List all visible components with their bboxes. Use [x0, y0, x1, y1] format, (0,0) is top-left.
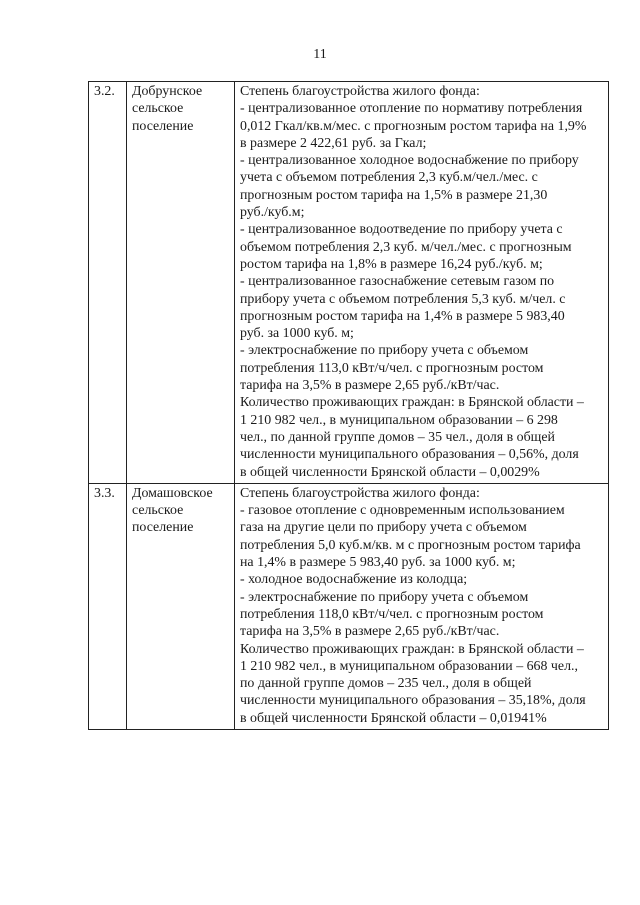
table-row	[89, 82, 609, 484]
description-line: - централизованное отопление по нормативу потребления	[240, 101, 583, 117]
description-line: в общей численности Брянской области – 0,01941%	[240, 710, 547, 726]
description-line: объемом потребления 2,3 куб. м/чел./мес. с прогнозным	[240, 239, 572, 255]
settlement-name-line: Добрунское	[132, 84, 203, 99]
page-number: 11	[313, 47, 327, 62]
description-line: - централизованное холодное водоснабжение по прибору	[240, 153, 579, 169]
description-line: прогнозным ростом тарифа на 1,5% в размере 21,30	[240, 187, 548, 203]
housing-data-table	[88, 81, 609, 730]
description-line: тарифа на 3,5% в размере 2,65 руб./кВт/час.	[240, 378, 500, 394]
settlement-name-line: Домашовское	[132, 485, 213, 501]
description-line: ростом тарифа на 1,8% в размере 16,24 руб./куб. м;	[240, 256, 543, 272]
description-line: в размере 2 422,61 руб. за Гкал;	[240, 135, 427, 151]
description-line: - электроснабжение по прибору учета с объемом	[240, 343, 529, 359]
table-row	[89, 483, 609, 729]
description-line: прогнозным ростом тарифа на 1,4% в размере 5 983,40	[240, 308, 565, 324]
row-number: 3.2.	[89, 82, 127, 484]
description-line: газа на другие цели по прибору учета с объемом	[240, 520, 527, 536]
description-line: тарифа на 3,5% в размере 2,65 руб./кВт/час.	[240, 624, 500, 640]
description-line: - централизованное водоотведение по прибору учета с	[240, 222, 563, 238]
description-line: на 1,4% в размере 5 983,40 руб. за 1000 куб. м;	[240, 555, 516, 571]
housing-description-cell	[235, 82, 609, 484]
description-line: - холодное водоснабжение из колодца;	[240, 572, 468, 588]
description-line: потребления 113,0 кВт/ч/чел. с прогнозным ростом	[240, 360, 544, 376]
table-body	[89, 82, 609, 730]
description-line: Степень благоустройства жилого фонда:	[240, 84, 480, 99]
description-line: численности муниципального образования – 0,56%, доля	[240, 447, 579, 463]
description-line: 1 210 982 чел., в муниципальном образовании – 6 298	[240, 412, 558, 428]
description-line: Количество проживающих граждан: в Брянской области –	[240, 641, 584, 657]
description-line: численности муниципального образования – 35,18%, доля	[240, 693, 586, 709]
settlement-name-line: поселение	[132, 520, 194, 536]
description-line: руб./куб.м;	[240, 205, 305, 221]
housing-description-cell	[235, 483, 609, 729]
description-line: руб. за 1000 куб. м;	[240, 326, 354, 342]
settlement-name-line: сельское	[132, 101, 184, 117]
description-line: 1 210 982 чел., в муниципальном образовании – 668 чел.,	[240, 658, 578, 674]
description-line: учета с объемом потребления 2,3 куб.м/чел./мес. с	[240, 170, 538, 186]
description-line: - газовое отопление с одновременным использованием	[240, 503, 565, 519]
description-line: Количество проживающих граждан: в Брянской области –	[240, 395, 584, 411]
description-line: 0,012 Гкал/кв.м/мес. с прогнозным ростом тарифа на 1,9%	[240, 118, 587, 134]
description-line: чел., по данной группе домов – 35 чел., доля в общей	[240, 429, 555, 445]
settlement-name-cell	[127, 483, 235, 729]
description-line: потребления 5,0 куб.м/кв. м с прогнозным ростом тарифа	[240, 537, 581, 553]
description-line: Степень благоустройства жилого фонда:	[240, 485, 480, 501]
settlement-name-cell	[127, 82, 235, 484]
description-line: по данной группе домов – 235 чел., доля в общей	[240, 676, 532, 692]
description-line: - централизованное газоснабжение сетевым газом по	[240, 274, 555, 290]
description-line: - электроснабжение по прибору учета с объемом	[240, 589, 529, 605]
description-line: в общей численности Брянской области – 0,0029%	[240, 464, 540, 480]
description-line: прибору учета с объемом потребления 5,3 куб. м/чел. с	[240, 291, 566, 307]
settlement-name-line: сельское	[132, 503, 184, 519]
description-line: потребления 118,0 кВт/ч/чел. с прогнозным ростом	[240, 606, 544, 622]
settlement-name-line: поселение	[132, 118, 194, 134]
row-number: 3.3.	[89, 483, 127, 729]
